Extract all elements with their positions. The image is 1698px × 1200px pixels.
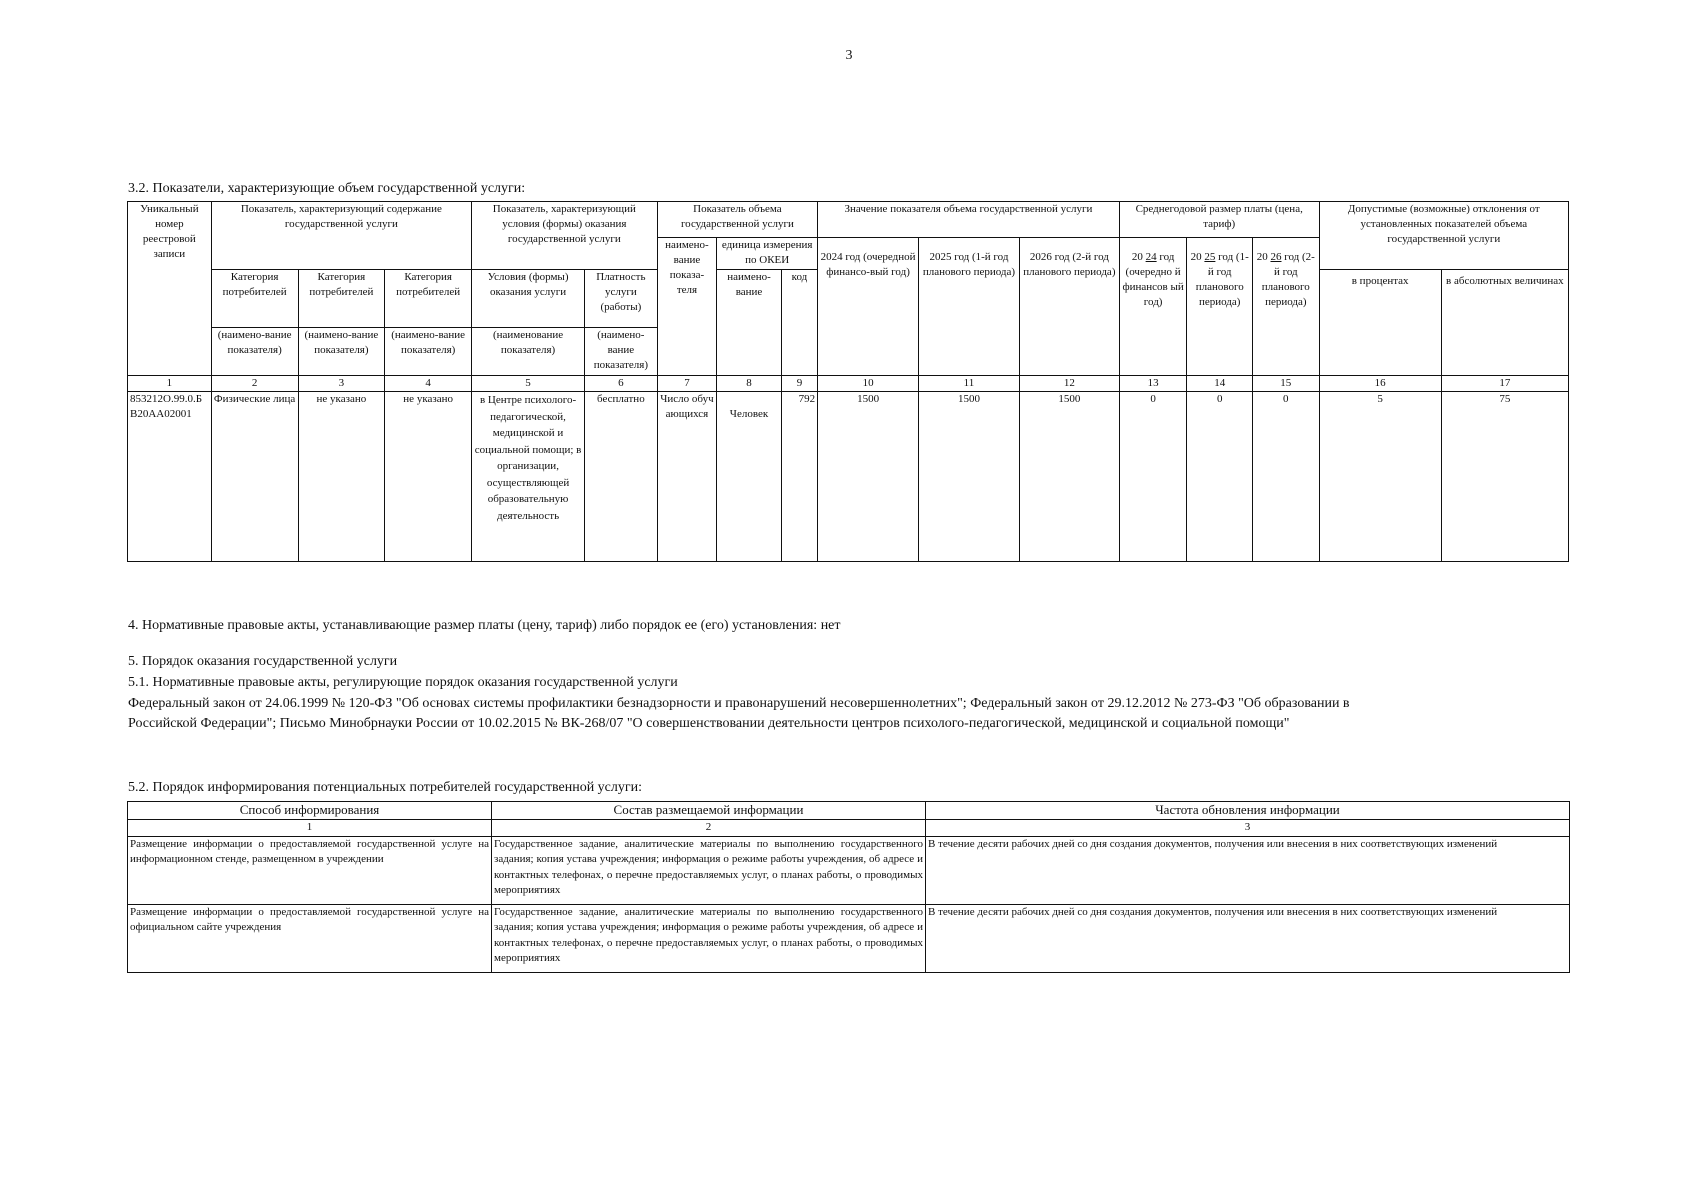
header-method: Способ информирования bbox=[128, 802, 492, 820]
cell-deviation-percent: 5 bbox=[1319, 392, 1441, 562]
column-number: 17 bbox=[1441, 376, 1568, 392]
header-fee-year-3: 20 26 год (2-й год планового периода) bbox=[1253, 238, 1320, 376]
header-percent: в процентах bbox=[1319, 270, 1441, 376]
header-category-2: Категория потребителей bbox=[298, 270, 385, 328]
column-number: 3 bbox=[298, 376, 385, 392]
header-sub-4: (наименование показателя) bbox=[472, 328, 585, 376]
column-number: 1 bbox=[128, 376, 212, 392]
column-number: 5 bbox=[472, 376, 585, 392]
cell-fee-2025: 0 bbox=[1187, 392, 1253, 562]
column-number: 2 bbox=[492, 820, 926, 837]
column-number: 6 bbox=[585, 376, 658, 392]
page-number: 3 bbox=[845, 48, 853, 63]
header-category-3: Категория потребителей bbox=[385, 270, 472, 328]
cell-value-2025: 1500 bbox=[919, 392, 1020, 562]
column-number: 8 bbox=[717, 376, 782, 392]
header-year-2026: 2026 год (2-й год планового периода) bbox=[1019, 238, 1119, 376]
section-4-text: 4. Нормативные правовые акты, устанавливающие размер платы (цену, тариф) либо порядок ее (его) установления: нет bbox=[128, 618, 841, 633]
header-content-indicator: Показатель, характеризующий содержание государственной услуги bbox=[211, 202, 471, 270]
cell-fee-2024: 0 bbox=[1119, 392, 1187, 562]
column-number: 16 bbox=[1319, 376, 1441, 392]
column-number: 10 bbox=[818, 376, 919, 392]
cell-category-1: Физические лица bbox=[211, 392, 298, 562]
section-5-1-title: 5.1. Нормативные правовые акты, регулирующие порядок оказания государственной услуги bbox=[128, 675, 678, 690]
table-row bbox=[128, 836, 1570, 904]
cell-category-2: не указано bbox=[298, 392, 385, 562]
header-sub-3: (наимено-вание показателя) bbox=[385, 328, 472, 376]
header-sub-2: (наимено-вание показателя) bbox=[298, 328, 385, 376]
table-row bbox=[128, 392, 1569, 562]
header-unit-name: наимено-вание bbox=[717, 270, 782, 376]
cell-category-3: не указано bbox=[385, 392, 472, 562]
column-number: 2 bbox=[211, 376, 298, 392]
cell-unique-number: 853212О.99.0.БВ20АА02001 bbox=[128, 392, 212, 562]
header-indicator-name: наимено-вание показа-теля bbox=[657, 238, 717, 376]
table-row bbox=[128, 904, 1570, 972]
cell-conditions: в Центре психолого-педагогической, медицинской и социальной помощи; в организации, осуществляющей образовательную деятельность bbox=[472, 392, 585, 562]
header-volume-indicator: Показатель объема государственной услуги bbox=[657, 202, 817, 238]
informing-table bbox=[127, 801, 1570, 973]
header-frequency: Частота обновления информации bbox=[926, 802, 1570, 820]
header-volume-value: Значение показателя объема государственной услуги bbox=[818, 202, 1120, 238]
cell-content: Государственное задание, аналитические материалы по выполнению государственного задания; копия устава учреждения; информация о режиме работы учреждения, об адресе и контактных телефонах, о перечне предоставляемых услуг, о планах работы, о проводимых мероприятиях bbox=[492, 904, 926, 972]
column-number: 9 bbox=[781, 376, 817, 392]
header-year-2025: 2025 год (1-й год планового периода) bbox=[919, 238, 1020, 376]
cell-unit-name: Человек bbox=[717, 392, 782, 562]
column-number: 7 bbox=[657, 376, 717, 392]
header-category-1: Категория потребителей bbox=[211, 270, 298, 328]
cell-fee-2026: 0 bbox=[1253, 392, 1320, 562]
cell-value-2024: 1500 bbox=[818, 392, 919, 562]
header-unique-number: Уникальный номер реестровой записи bbox=[128, 202, 212, 376]
section-5-2-title: 5.2. Порядок информирования потенциальных потребителей государственной услуги: bbox=[128, 780, 643, 795]
header-fee-year-1: 20 24 год (очередно й финансов ый год) bbox=[1119, 238, 1187, 376]
column-number: 15 bbox=[1253, 376, 1320, 392]
cell-frequency: В течение десяти рабочих дней со дня создания документов, получения или внесения в них соответствующих изменений bbox=[926, 904, 1570, 972]
cell-indicator-name: Число обучающихся bbox=[657, 392, 717, 562]
header-deviations: Допустимые (возможные) отклонения от установленных показателей объема государственной услуги bbox=[1319, 202, 1568, 270]
header-absolute: в абсолютных величинах bbox=[1441, 270, 1568, 376]
header-conditions: Условия (формы) оказания услуги bbox=[472, 270, 585, 328]
column-number: 11 bbox=[919, 376, 1020, 392]
header-condition-indicator: Показатель, характеризующий условия (формы) оказания государственной услуги bbox=[472, 202, 658, 270]
header-content: Состав размещаемой информации bbox=[492, 802, 926, 820]
cell-method: Размещение информации о предоставляемой государственной услуге на информационном стенде, размещенном в учреждении bbox=[128, 836, 492, 904]
cell-payment: бесплатно bbox=[585, 392, 658, 562]
column-number: 3 bbox=[926, 820, 1570, 837]
header-year-2024: 2024 год (очередной финансо-вый год) bbox=[818, 238, 919, 376]
cell-value-2026: 1500 bbox=[1019, 392, 1119, 562]
header-sub-5: (наимено-вание показателя) bbox=[585, 328, 658, 376]
header-payment: Платность услуги (работы) bbox=[585, 270, 658, 328]
column-number: 14 bbox=[1187, 376, 1253, 392]
cell-content: Государственное задание, аналитические материалы по выполнению государственного задания; копия устава учреждения; информация о режиме работы учреждения, об адресе и контактных телефонах, о перечне предоставляемых услуг, о планах работы, о проводимых мероприятиях bbox=[492, 836, 926, 904]
header-fee-year-2: 20 25 год (1-й год планового периода) bbox=[1187, 238, 1253, 376]
header-sub-1: (наимено-вание показателя) bbox=[211, 328, 298, 376]
column-number: 4 bbox=[385, 376, 472, 392]
volume-indicators-table bbox=[127, 201, 1569, 562]
column-number: 12 bbox=[1019, 376, 1119, 392]
header-avg-fee: Среднегодовой размер платы (цена, тариф) bbox=[1119, 202, 1319, 238]
section-5-title: 5. Порядок оказания государственной услуги bbox=[128, 654, 398, 669]
header-unit: единица измерения по ОКЕИ bbox=[717, 238, 818, 270]
cell-method: Размещение информации о предоставляемой государственной услуге на официальном сайте учреждения bbox=[128, 904, 492, 972]
legal-acts-line-1: Федеральный закон от 24.06.1999 № 120-ФЗ "Об основах системы профилактики безнадзорности и правонарушений несовершеннолетних"; Федеральный закон от 29.12.2012 № 273-ФЗ "Об образовании в bbox=[128, 696, 1350, 711]
cell-deviation-absolute: 75 bbox=[1441, 392, 1568, 562]
column-number: 13 bbox=[1119, 376, 1187, 392]
cell-frequency: В течение десяти рабочих дней со дня создания документов, получения или внесения в них соответствующих изменений bbox=[926, 836, 1570, 904]
column-number: 1 bbox=[128, 820, 492, 837]
cell-unit-code: 792 bbox=[781, 392, 817, 562]
section-3-2-title: 3.2. Показатели, характеризующие объем государственной услуги: bbox=[128, 181, 526, 196]
header-unit-code: код bbox=[781, 270, 817, 376]
legal-acts-line-2: Российской Федерации"; Письмо Минобрнауки России от 10.02.2015 № ВК-268/07 "О совершенствовании деятельности центров психолого-педагогической, медицинской и социальной помощи" bbox=[128, 716, 1290, 731]
